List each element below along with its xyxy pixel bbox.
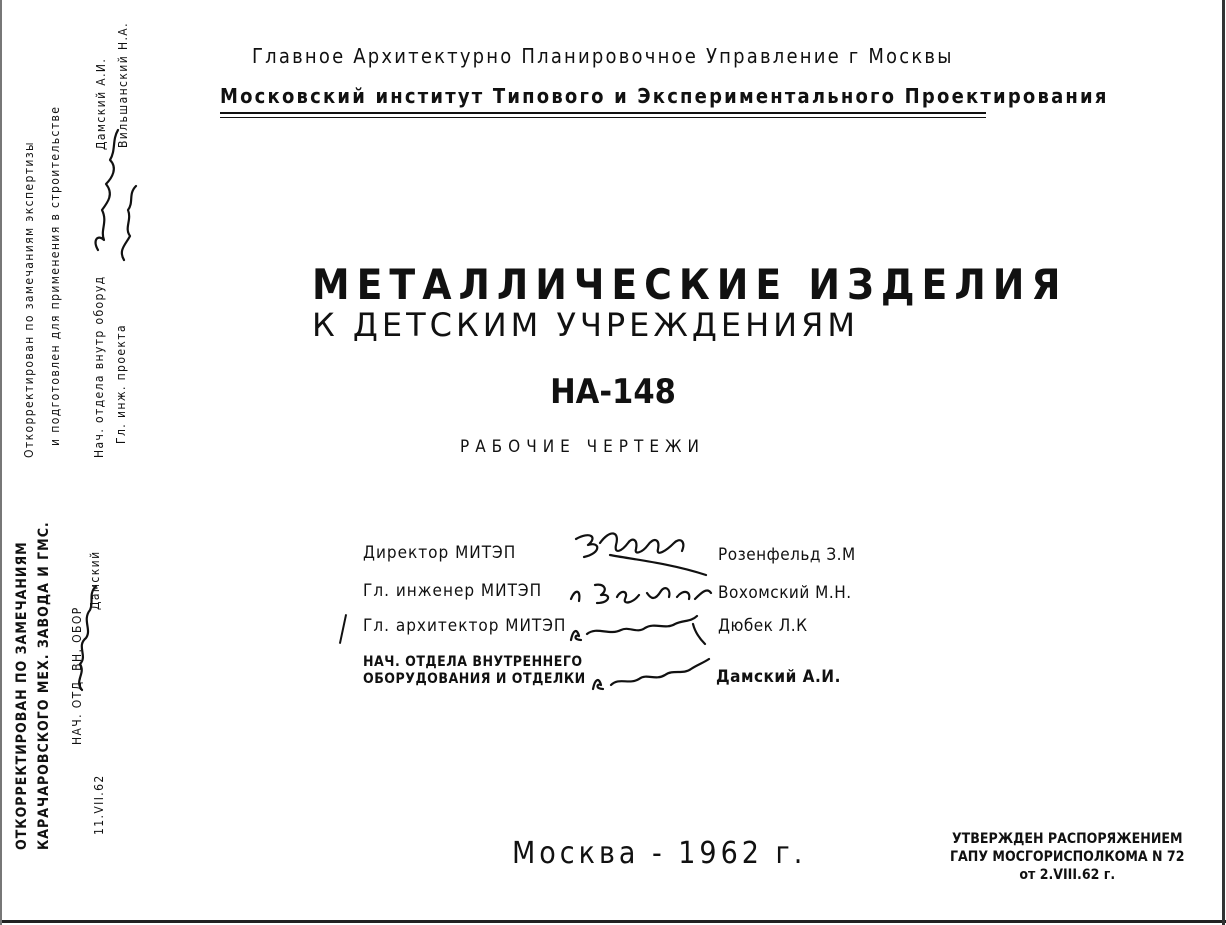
document-title: МЕТАЛЛИЧЕСКИЕ ИЗДЕЛИЯ [312,260,1068,309]
margin-dept-head-name: Дамский А.И. [94,57,108,150]
director-signature-image [570,525,710,580]
header-organization-line: Главное Архитектурно Планировочное Управление г Москвы [252,44,954,68]
header-underline [220,112,986,114]
margin-plant-correction-line2: КАРАЧАРОВСКОГО МЕХ. ЗАВОДА И ГМС. [36,521,52,850]
margin-signatures-image [88,110,148,270]
margin-mark [339,614,347,644]
signatory-position-director: Директор МИТЭП [363,543,517,563]
signatory-name-director: Розенфельд З.М [718,545,856,565]
chief-engineer-signature-image [565,575,715,610]
document-subtitle: К ДЕТСКИМ УЧРЕЖДЕНИЯМ [312,306,859,344]
city-year: Москва - 1962 г. [512,836,807,871]
signatory-position-chief-architect: Гл. архитектор МИТЭП [363,616,567,636]
header-institute-line: Московский институт Типового и Экспериментального Проектирования [220,84,1109,108]
dept-head-signature-image [585,655,715,700]
chief-architect-signature-image [565,610,715,650]
signatory-name-dept-head: Дамский А.И. [716,667,841,687]
signatory-position-dept-line2: ОБОРУДОВАНИЯ И ОТДЕЛКИ [363,671,586,687]
document-type: РАБОЧИЕ ЧЕРТЕЖИ [460,437,705,457]
margin-plant-signature-image [62,580,102,700]
margin-dept-head-label: Нач. отдела внутр оборуд [92,275,106,458]
margin-plant-dept-name: Дамский [88,550,102,610]
approval-line-3: от 2.VIII.62 г. [1019,867,1116,883]
signatory-position-dept-line1: НАЧ. ОТДЕЛА ВНУТРЕННЕГО [363,654,583,670]
margin-plant-date: 11.VII.62 [92,774,106,835]
page-border-right [1222,0,1225,925]
signatory-position-chief-engineer: Гл. инженер МИТЭП [363,581,543,601]
margin-correction-note-line2: и подготовлен для применения в строительстве [48,105,62,446]
page-border-left [0,0,2,925]
page-border-bottom [0,920,1226,923]
margin-chief-engineer-name: Вильшанский Н.А. [116,22,130,148]
margin-plant-correction-line1: ОТКОРРЕКТИРОВАН ПО ЗАМЕЧАНИЯМ [14,541,30,850]
margin-chief-engineer-label: Гл. инж. проекта [114,324,128,444]
approval-line-1: УТВЕРЖДЕН РАСПОРЯЖЕНИЕМ [951,831,1183,847]
signatory-name-chief-engineer: Вохомский М.Н. [718,583,852,603]
margin-plant-dept-label: НАЧ. ОТД. ВН. ОБОР [70,606,84,745]
approval-note [950,830,1184,884]
margin-correction-note-line1: Откорректирован по замечаниям экспертизы [22,141,36,458]
signatory-name-chief-architect: Дюбек Л.К [718,616,808,636]
approval-line-2: ГАПУ МОСГОРИСПОЛКОМА N 72 [950,849,1185,865]
document-code: НА-148 [550,372,676,412]
header-underline-thin [220,117,986,118]
